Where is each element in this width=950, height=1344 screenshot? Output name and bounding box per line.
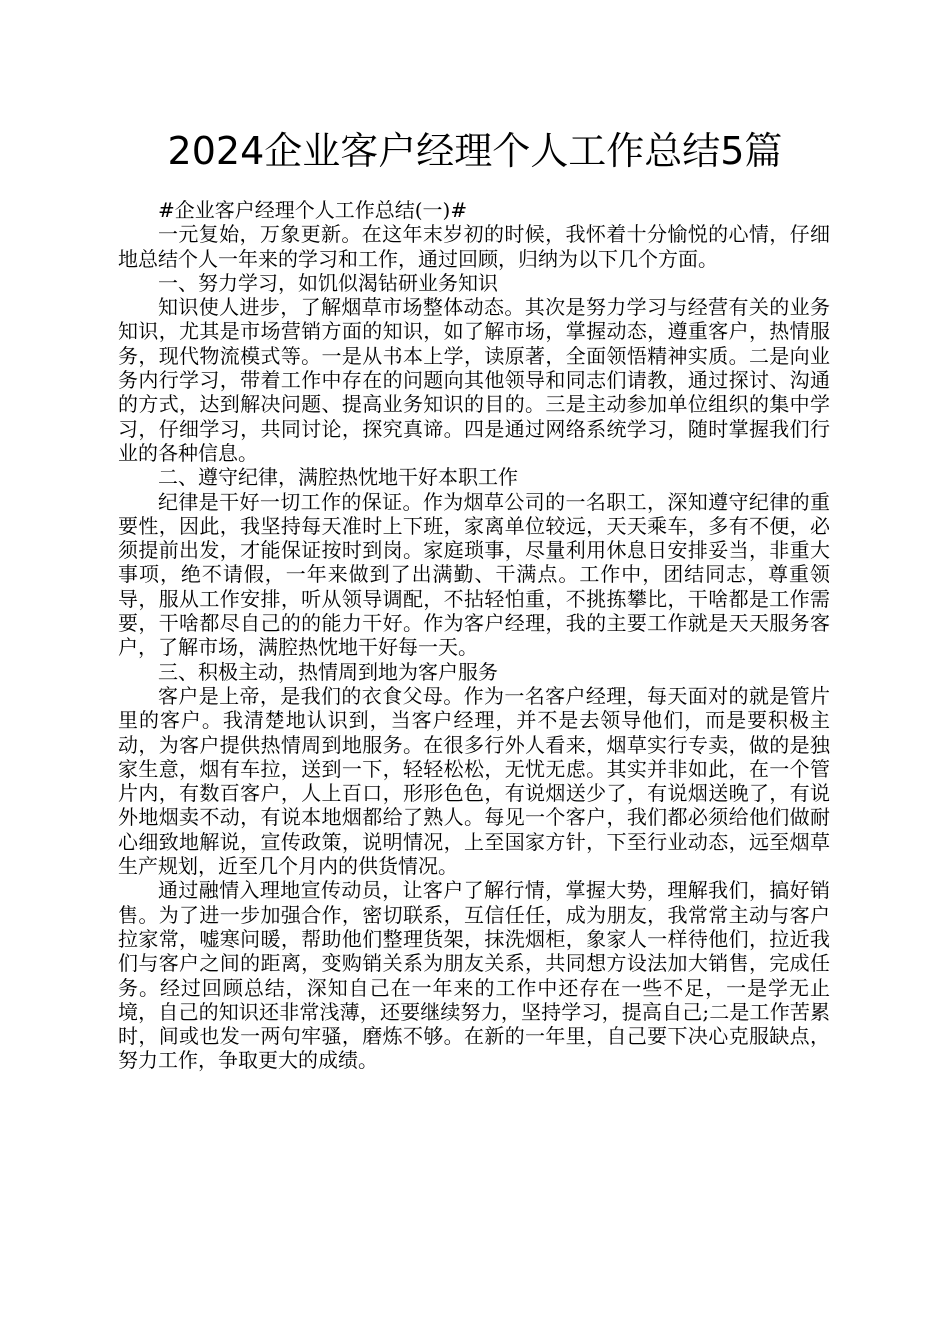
body-paragraph: 客户是上帝，是我们的衣食父母。作为一名客户经理，每天面对的就是管片里的客户。我清楚地认识到，当客户经理，并不是去领导他们，而是要积极主动，为客户提供热情周到地服务。在很多行外人看来，烟草实行专卖，做的是独家生意，烟有车拉，送到一下，轻轻松松，无忧无虑。其实并非如此，在一个管片内，有数百客户，人上百口，形形色色，有说烟送少了，有说烟送晚了，有说外地烟卖不动，有说本地烟都给了熟人。每见一个客户，我们都必须给他们做耐心细致地解说，宣传政策，说明情况，上至国家方针，下至行业动态，远至烟草生产规划，近至几个月内的供货情况。: [118, 683, 830, 879]
document-body: [118, 198, 830, 1073]
section-heading: 一、努力学习，如饥似渴钻研业务知识: [158, 270, 498, 295]
section-heading: #企业客户经理个人工作总结(一)#: [158, 198, 468, 222]
section-heading: 二、遵守纪律，满腔热忱地干好本职工作: [158, 465, 518, 490]
body-paragraph: 纪律是干好一切工作的保证。作为烟草公司的一名职工，深知遵守纪律的重要性，因此，我坚持每天准时上下班，家离单位较远，天天乘车，多有不便，必须提前出发，才能保证按时到岗。家庭琐事，尽量利用休息日安排妥当，非重大事项，绝不请假，一年来做到了出满勤、干满点。工作中，团结同志，尊重领导，服从工作安排，听从领导调配，不拈轻怕重，不挑拣攀比，干啥都是工作需要，干啥都尽自己的的能力干好。作为客户经理，我的主要工作就是天天服务客户，了解市场，满腔热忱地干好每一天。: [118, 489, 830, 660]
body-paragraph: 知识使人进步，了解烟草市场整体动态。其次是努力学习与经营有关的业务知识，尤其是市场营销方面的知识，如了解市场，掌握动态，遵重客户，热情服务，现代物流模式等。一是从书本上学，读原著，全面领悟精神实质。二是向业务内行学习，带着工作中存在的问题向其他领导和同志们请教，通过探讨、沟通的方式，达到解决问题、提高业务知识的目的。三是主动参加单位组织的集中学习，仔细学习，共同讨论，探究真谛。四是通过网络系统学习，随时掌握我们行业的各种信息。: [118, 295, 830, 465]
body-paragraph: 通过融情入理地宣传动员，让客户了解行情，掌握大势，理解我们，搞好销售。为了进一步加强合作，密切联系，互信任任，成为朋友，我常常主动与客户拉家常，嘘寒问暖，帮助他们整理货架，抹洗烟柜，象家人一样待他们，拉近我们与客户之间的距离，变购销关系为朋友关系，共同想方设法加大销售，完成任务。经过回顾总结，深知自己在一年来的工作中还存在一些不足，一是学无止境，自己的知识还非常浅薄，还要继续努力，坚持学习，提高自己;二是工作苦累时，间或也发一两句牢骚，磨炼不够。在新的一年里，自己要下决心克服缺点，努力工作，争取更大的成绩。: [118, 878, 830, 1073]
body-paragraph: 一元复始，万象更新。在这年末岁初的时候，我怀着十分愉悦的心情，仔细地总结个人一年来的学习和工作，通过回顾，归纳为以下几个方面。: [118, 222, 830, 271]
document-title: 2024企业客户经理个人工作总结5篇: [167, 129, 783, 173]
section-heading: 三、积极主动，热情周到地为客户服务: [158, 659, 498, 684]
